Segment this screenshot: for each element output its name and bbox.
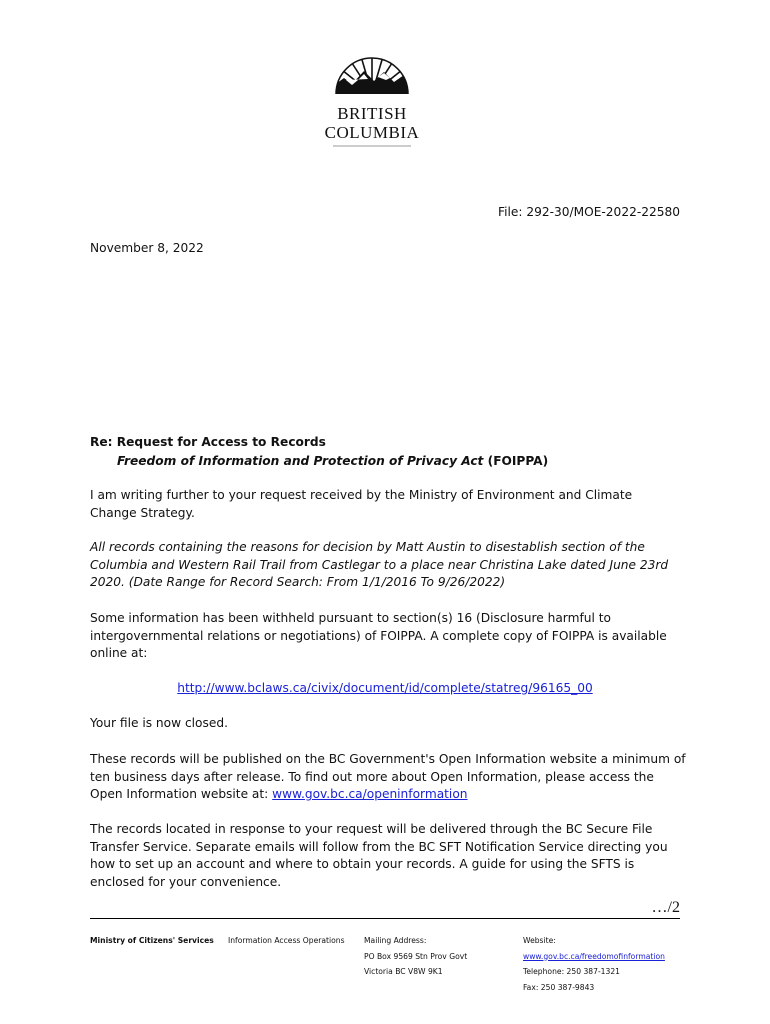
file-reference: File: 292-30/MOE-2022-22580 xyxy=(497,205,680,219)
bc-government-logo xyxy=(316,44,428,147)
letter-date: November 8, 2022 xyxy=(90,241,204,255)
foippa-link[interactable]: http://www.bclaws.ca/civix/document/id/complete/statreg/96165_00 xyxy=(177,681,593,695)
mailing-address-label: Mailing Address: xyxy=(364,936,427,945)
website-label: Website: xyxy=(523,936,556,945)
act-reference xyxy=(90,452,548,471)
footer-office: Information Access Operations xyxy=(228,936,345,945)
act-title: Freedom of Information and Protection of Privacy Act xyxy=(117,454,484,468)
telephone-number: Telephone: 250 387-1321 xyxy=(523,967,621,976)
paragraph-request-description: All records containing the reasons for decision by Matt Austin to disestablish section of the Columbia and Western Rail Trail from Castlegar to a place near Christina Lake dated June 23rd 2020. (Date Range for Record Search: From 1/1/2016 To 9/26/2022) xyxy=(90,540,669,589)
paragraph-request-intro: I am writing further to your request received by the Ministry of Environment and Climate Change Strategy. xyxy=(90,488,633,520)
act-abbreviation: (FOIPPA) xyxy=(483,454,549,468)
footer-mailing-address xyxy=(364,933,467,980)
fax-number: Fax: 250 387-9843 xyxy=(523,982,595,992)
subject-line: Re: Request for Access to Records xyxy=(90,435,326,449)
foippa-link-line xyxy=(0,681,770,695)
logo-text-british: BRITISH xyxy=(337,104,407,123)
sun-mountains-emblem-icon xyxy=(330,44,414,102)
footer-divider xyxy=(90,918,680,919)
footer-contact xyxy=(523,933,665,995)
open-information-text: These records will be published on the BC Government's Open Information website a minimum of ten business days after release. To find out more about Open Information, please access the Open Information website at: xyxy=(90,752,686,801)
page-continuation-marker: …/2 xyxy=(651,899,680,916)
subject-block xyxy=(90,433,548,471)
paragraph-file-closed: Your file is now closed. xyxy=(90,716,228,730)
paragraph-open-information xyxy=(90,751,690,804)
mailing-address-line1: PO Box 9569 Stn Prov Govt xyxy=(364,951,468,961)
logo-text-columbia: COLUMBIA xyxy=(324,123,420,142)
paragraph-withheld-notice: Some information has been withheld pursuant to section(s) 16 (Disclosure harmful to intergovernmental relations or negotiations) of FOIPPA. A complete copy of FOIPPA is available online at: xyxy=(90,611,667,660)
mailing-address-line2: Victoria BC V8W 9K1 xyxy=(364,967,443,976)
paragraph-sft-delivery: The records located in response to your request will be delivered through the BC Secure File Transfer Service. Separate emails will follow from the BC SFT Notification Service directing you how to set up an account and where to obtain your records. A guide for using the SFTS is enclosed for your convenience. xyxy=(90,822,668,889)
open-information-link[interactable]: www.gov.bc.ca/openinformation xyxy=(272,787,468,801)
foi-website-link[interactable]: www.gov.bc.ca/freedomofinformation xyxy=(523,951,665,961)
logo-underline xyxy=(333,145,411,147)
footer-ministry: Ministry of Citizens' Services xyxy=(90,936,214,945)
